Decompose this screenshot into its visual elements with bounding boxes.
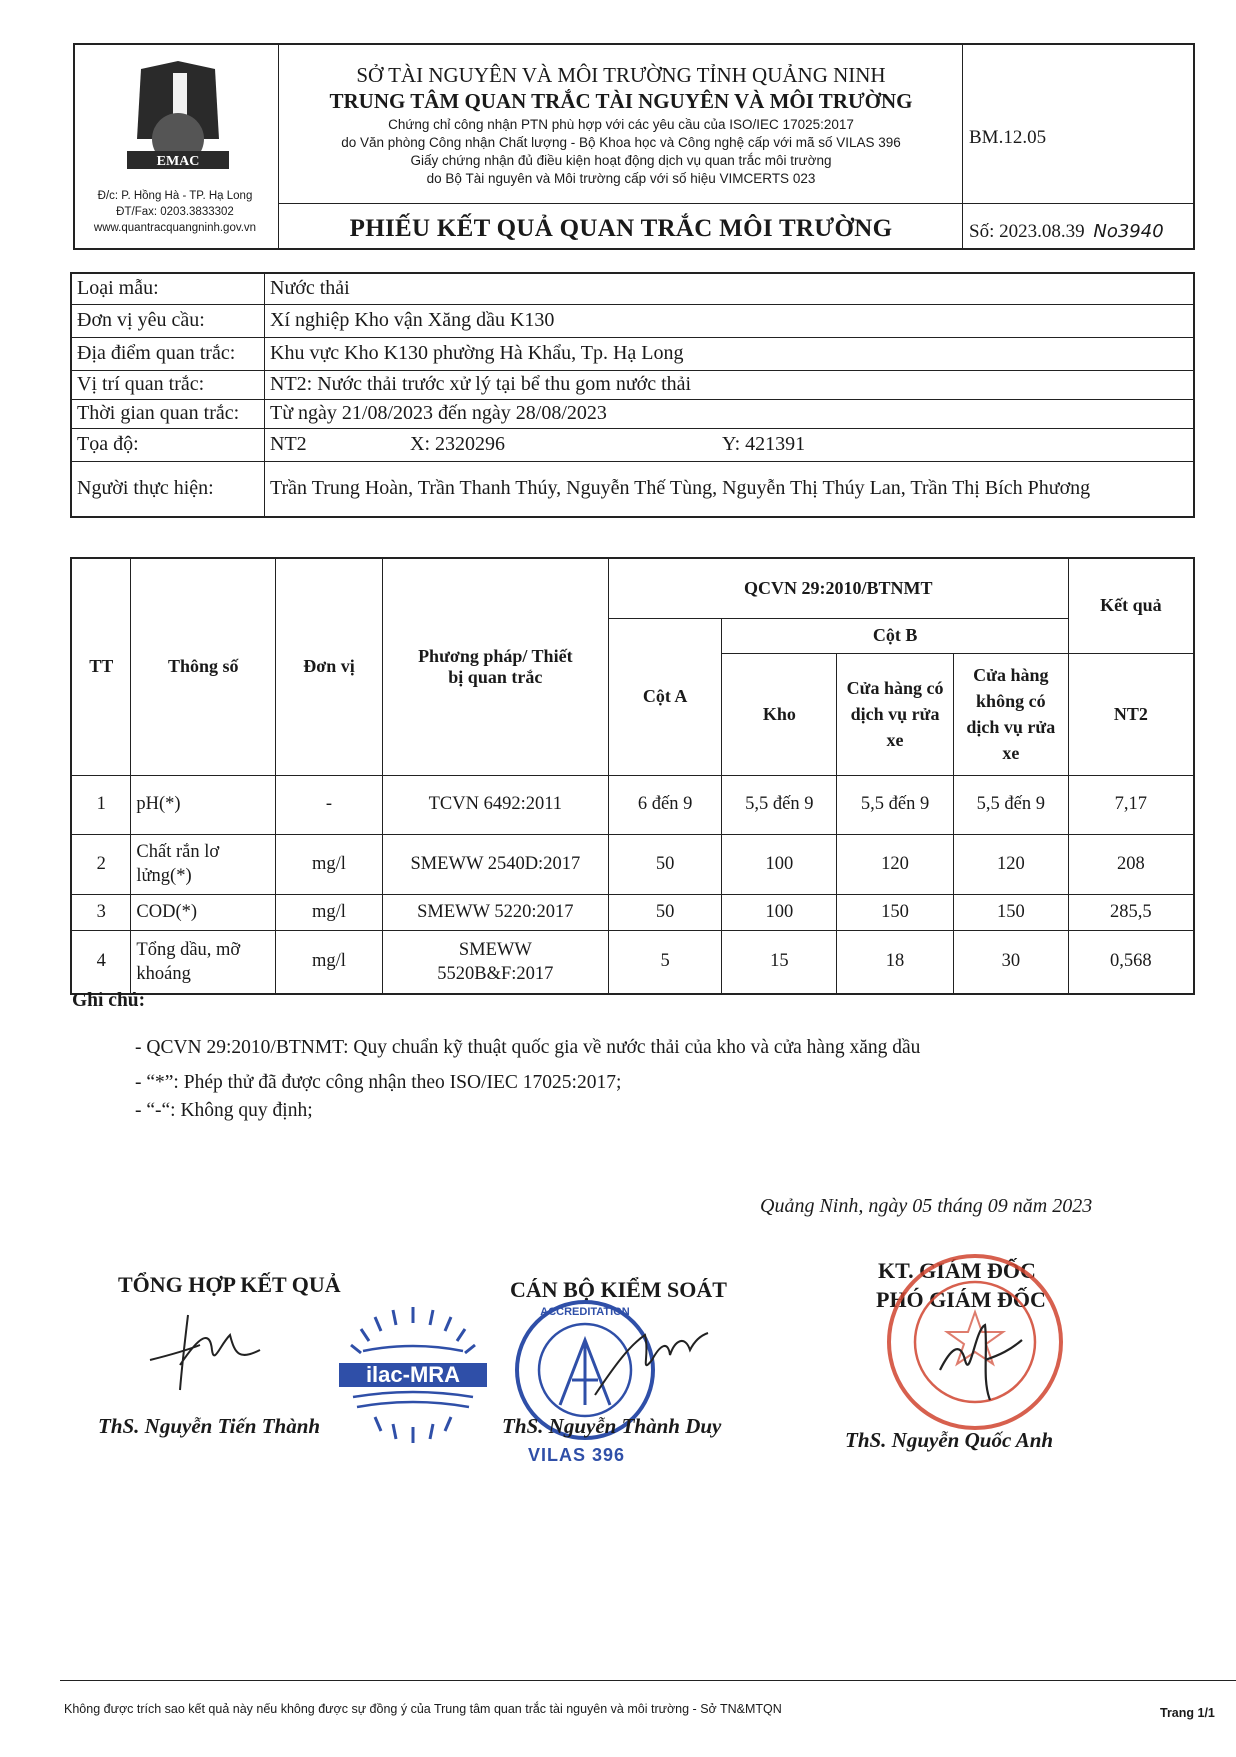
cell-tt: 1 xyxy=(71,775,131,834)
x-coordinate: X: 2320296 xyxy=(410,433,505,455)
logo-panel xyxy=(75,45,279,248)
cell-unit: - xyxy=(276,775,383,834)
cell-nt2: 0,568 xyxy=(1068,930,1194,994)
coordinates-value xyxy=(265,428,1195,461)
divider xyxy=(963,203,1193,204)
signer-name-right: ThS. Nguyễn Quốc Anh xyxy=(845,1428,1054,1452)
cell-parameter: pH(*) xyxy=(131,775,276,834)
results-table xyxy=(70,557,1195,995)
note-item: - “-“: Không quy định; xyxy=(135,1100,313,1121)
info-row xyxy=(71,304,1194,337)
emac-logo-icon xyxy=(123,59,233,174)
cell-tt: 4 xyxy=(71,930,131,994)
cell-column-a: 5 xyxy=(608,930,722,994)
info-label: Loại mẫu: xyxy=(71,273,265,304)
cert-line: do Văn phòng Công nhận Chất lượng - Bộ Khoa học và Công nghệ cấp với mã số VILAS 396 xyxy=(341,135,901,150)
col-header-column-b: Cột B xyxy=(722,618,1068,653)
cell-kho: 100 xyxy=(722,834,837,894)
cell-parameter: COD(*) xyxy=(131,894,276,930)
divider xyxy=(279,203,963,204)
cell-without-wash: 5,5 đến 9 xyxy=(953,775,1068,834)
issue-date: Quảng Ninh, ngày 05 tháng 09 năm 2023 xyxy=(760,1195,1093,1217)
signature-left-icon xyxy=(140,1305,270,1395)
signer-name-left: ThS. Nguyễn Tiến Thành xyxy=(98,1414,321,1438)
document-number-text: Số: 2023.08.39 xyxy=(969,221,1085,242)
cell-method: SMEWW 2540D:2017 xyxy=(382,834,608,894)
performer-value: Trần Trung Hoàn, Trần Thanh Thúy, Nguyễn Thế Tùng, Nguyễn Thị Thúy Lan, Trần Thị Bích Phương xyxy=(265,461,1195,517)
page-number: Trang 1/1 xyxy=(1160,1706,1215,1720)
cell-with-wash: 18 xyxy=(837,930,954,994)
cell-unit: mg/l xyxy=(276,894,383,930)
col-header-parameter: Thông số xyxy=(131,558,276,775)
info-value: NT2: Nước thải trước xử lý tại bể thu gom nước thải xyxy=(265,370,1195,399)
cell-method: SMEWW 5220:2017 xyxy=(382,894,608,930)
document-header xyxy=(73,43,1195,250)
cell-with-wash: 150 xyxy=(837,894,954,930)
cert-line: Giấy chứng nhận đủ điều kiện hoạt động dịch vụ quan trắc môi trường xyxy=(410,153,832,168)
info-row xyxy=(71,370,1194,399)
address-line: Đ/c: P. Hồng Hà - TP. Hạ Long xyxy=(97,190,253,202)
col-header-result: Kết quả xyxy=(1068,558,1194,653)
note-item: - “*”: Phép thử đã được công nhận theo ISO/IEC 17025:2017; xyxy=(135,1072,622,1093)
website-line: www.quantracquangninh.gov.vn xyxy=(93,222,257,234)
table-row xyxy=(71,775,1194,834)
address-block xyxy=(75,188,275,236)
table-row xyxy=(71,930,1194,994)
info-row xyxy=(71,273,1194,304)
org-line-1: SỞ TÀI NGUYÊN VÀ MÔI TRƯỜNG TỈNH QUẢNG NINH xyxy=(356,63,886,87)
cell-without-wash: 150 xyxy=(953,894,1068,930)
table-row xyxy=(71,894,1194,930)
signature-right-icon xyxy=(930,1310,1030,1410)
svg-text:ilac-MRA: ilac-MRA xyxy=(365,1362,461,1387)
col-header-standard: QCVN 29:2010/BTNMT xyxy=(608,558,1068,618)
vilas-label: VILAS 396 xyxy=(528,1445,626,1465)
cell-tt: 2 xyxy=(71,834,131,894)
document-number xyxy=(969,221,1164,243)
info-label: Tọa độ: xyxy=(71,428,265,461)
form-code: BM.12.05 xyxy=(969,127,1047,148)
cell-column-a: 6 đến 9 xyxy=(608,775,722,834)
cell-without-wash: 30 xyxy=(953,930,1068,994)
signature-title-right: KT. GIÁM ĐỐC xyxy=(878,1258,1036,1283)
signature-middle-icon xyxy=(590,1315,710,1405)
cell-nt2: 7,17 xyxy=(1068,775,1194,834)
ilac-mra-stamp-icon xyxy=(333,1305,493,1445)
info-label: Thời gian quan trắc: xyxy=(71,399,265,428)
col-header-with-wash: Cửa hàng có dịch vụ rửa xe xyxy=(837,653,954,775)
svg-text:ACCREDITATION: ACCREDITATION xyxy=(540,1306,630,1318)
handwritten-number: No3940 xyxy=(1093,221,1164,242)
col-header-nt2: NT2 xyxy=(1068,653,1194,775)
header-row xyxy=(71,558,1194,618)
cell-parameter: Tổng dầu, mỡ khoáng xyxy=(131,930,276,994)
cell-column-a: 50 xyxy=(608,894,722,930)
cell-kho: 5,5 đến 9 xyxy=(722,775,837,834)
cell-kho: 100 xyxy=(722,894,837,930)
cell-nt2: 285,5 xyxy=(1068,894,1194,930)
cell-column-a: 50 xyxy=(608,834,722,894)
point-code: NT2 xyxy=(270,433,307,455)
svg-text:EMAC: EMAC xyxy=(156,154,200,169)
footer-divider xyxy=(60,1680,1236,1681)
cert-line: Chứng chỉ công nhận PTN phù hợp với các yêu cầu của ISO/IEC 17025:2017 xyxy=(388,117,854,132)
table-row xyxy=(71,834,1194,894)
info-label: Người thực hiện: xyxy=(71,461,265,517)
col-header-tt: TT xyxy=(71,558,131,775)
org-panel xyxy=(279,45,963,248)
col-header-without-wash: Cửa hàng không có dịch vụ rửa xe xyxy=(953,653,1068,775)
signature-title-middle: CÁN BỘ KIỂM SOÁT xyxy=(510,1277,727,1302)
signature-subtitle-right: PHÓ GIÁM ĐỐC xyxy=(876,1287,1046,1312)
cell-without-wash: 120 xyxy=(953,834,1068,894)
form-code-panel xyxy=(963,45,1193,248)
cell-with-wash: 120 xyxy=(837,834,954,894)
info-value: Từ ngày 21/08/2023 đến ngày 28/08/2023 xyxy=(265,399,1195,428)
y-coordinate: Y: 421391 xyxy=(722,433,806,455)
cell-kho: 15 xyxy=(722,930,837,994)
cell-unit: mg/l xyxy=(276,930,383,994)
sample-info-table xyxy=(70,272,1195,518)
signer-name-middle: ThS. Nguyễn Thành Duy xyxy=(502,1414,722,1438)
notes-title: Ghi chú: xyxy=(72,990,146,1011)
info-label: Đơn vị yêu cầu: xyxy=(71,304,265,337)
cert-line: do Bộ Tài nguyên và Môi trường cấp với số hiệu VIMCERTS 023 xyxy=(426,171,816,186)
certification-block xyxy=(279,116,963,188)
col-header-column-a: Cột A xyxy=(608,618,722,775)
signature-title-left: TỔNG HỢP KẾT QUẢ xyxy=(118,1272,341,1297)
note-item: - QCVN 29:2010/BTNMT: Quy chuẩn kỹ thuật quốc gia về nước thải của kho và cửa hàng xăng dầu xyxy=(135,1037,921,1058)
cell-method: TCVN 6492:2011 xyxy=(382,775,608,834)
info-label: Vị trí quan trắc: xyxy=(71,370,265,399)
info-row-coordinates xyxy=(71,428,1194,461)
document-title: PHIẾU KẾT QUẢ QUAN TRẮC MÔI TRƯỜNG xyxy=(349,215,893,242)
cell-nt2: 208 xyxy=(1068,834,1194,894)
cell-tt: 3 xyxy=(71,894,131,930)
cell-parameter: Chất rắn lơ lửng(*) xyxy=(131,834,276,894)
col-header-kho: Kho xyxy=(722,653,837,775)
info-label: Địa điểm quan trắc: xyxy=(71,337,265,370)
info-value: Khu vực Kho K130 phường Hà Khẩu, Tp. Hạ Long xyxy=(265,337,1195,370)
org-line-2: TRUNG TÂM QUAN TRẮC TÀI NGUYÊN VÀ MÔI TRƯỜNG xyxy=(329,89,913,113)
info-value: Nước thải xyxy=(265,273,1195,304)
col-header-method: Phương pháp/ Thiết bị quan trắc xyxy=(382,558,608,775)
cell-with-wash: 5,5 đến 9 xyxy=(837,775,954,834)
footer-note: Không được trích sao kết quả này nếu không được sự đồng ý của Trung tâm quan trắc tài nguyên và môi trường - Sở TN&MTQN xyxy=(64,1702,782,1716)
info-row xyxy=(71,399,1194,428)
info-row xyxy=(71,337,1194,370)
phone-line: ĐT/Fax: 0203.3833302 xyxy=(116,206,234,218)
col-header-unit: Đơn vị xyxy=(276,558,383,775)
info-row xyxy=(71,461,1194,517)
cell-unit: mg/l xyxy=(276,834,383,894)
cell-method: SMEWW 5520B&F:2017 xyxy=(382,930,608,994)
info-value: Xí nghiệp Kho vận Xăng dầu K130 xyxy=(265,304,1195,337)
